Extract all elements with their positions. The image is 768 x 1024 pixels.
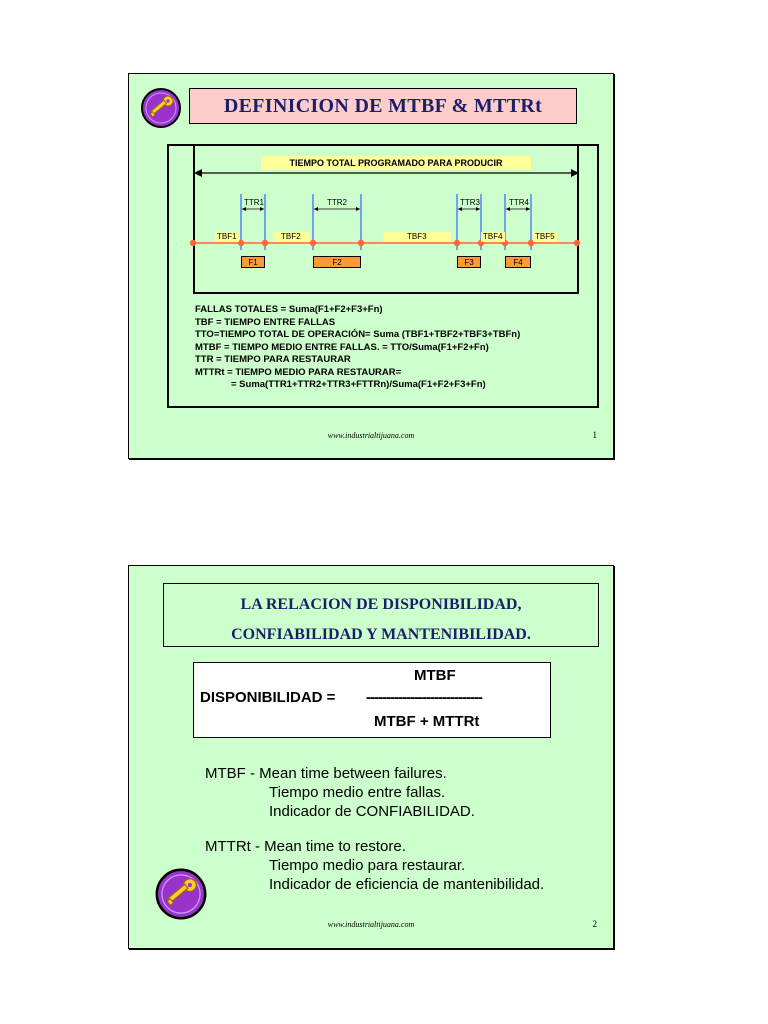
formula-denominator: MTBF + MTTRt: [374, 713, 480, 730]
tbf-label: TBF3: [383, 232, 451, 242]
formula-divider: -----------------------------: [366, 689, 482, 706]
footer-url: www.industrialtijuana.com: [327, 920, 415, 929]
ttr-label: TTR2: [327, 198, 347, 207]
key-icon: [153, 866, 209, 922]
availability-formula: [193, 662, 551, 738]
mtbf-line: MTBF - Mean time between failures.: [205, 765, 447, 782]
slide-2: [128, 565, 614, 949]
slide-2-title: [163, 583, 599, 647]
definition-line: TTO=TIEMPO TOTAL DE OPERACIÓN= Suma (TBF1+TBF2+TBF3+TBFn): [195, 329, 521, 340]
page-number: 2: [592, 919, 597, 929]
timeline-diagram: [167, 144, 599, 408]
title-line-1: LA RELACION DE DISPONIBILIDAD,: [240, 596, 522, 613]
mtbf-description: [205, 764, 475, 821]
formula-lhs: DISPONIBILIDAD =: [200, 689, 336, 706]
mttr-line: Indicador de eficiencia de mantenibilidad.: [269, 876, 545, 893]
failure-box: F1: [241, 256, 265, 268]
tbf-label: TBF4: [483, 232, 503, 241]
definition-line: MTTRt = TIEMPO MEDIO PARA RESTAURAR=: [195, 366, 402, 378]
footer-url: www.industrialtijuana.com: [327, 431, 415, 440]
tbf-label: TBF5: [535, 232, 555, 241]
timeline-label: TIEMPO TOTAL PROGRAMADO PARA PRODUCIR: [261, 156, 531, 170]
definitions-list: [195, 304, 605, 392]
mttr-line: Tiempo medio para restaurar.: [269, 857, 466, 874]
failure-box: F3: [457, 256, 481, 268]
mtbf-line: Indicador de CONFIABILIDAD.: [269, 803, 475, 820]
ttr-label: TTR4: [509, 198, 529, 207]
mtbf-line: Tiempo medio entre fallas.: [269, 784, 446, 801]
mttr-line: MTTRt - Mean time to restore.: [205, 838, 406, 855]
definition-line: = Suma(TTR1+TTR2+TTR3+FTTRn)/Suma(F1+F2+F3+Fn): [231, 379, 486, 390]
slide-1: [128, 73, 614, 459]
key-icon: [139, 86, 183, 130]
tbf-label: TBF2: [273, 232, 309, 242]
mttr-description: [205, 837, 544, 894]
slide-1-title: DEFINICION DE MTBF & MTTRt: [189, 88, 577, 124]
formula-numerator: MTBF: [414, 667, 456, 684]
definition-line: TBF = TIEMPO ENTRE FALLAS: [195, 316, 336, 328]
ttr-label: TTR3: [460, 198, 480, 207]
definition-line: TTR = TIEMPO PARA RESTAURAR: [195, 354, 351, 365]
definition-line: MTBF = TIEMPO MEDIO ENTRE FALLAS. = TTO/Suma(F1+F2+Fn): [195, 341, 489, 353]
failure-box: F2: [313, 256, 361, 268]
definition-line: FALLAS TOTALES = Suma(F1+F2+F3+Fn): [195, 304, 383, 315]
page-number: 1: [592, 430, 597, 440]
ttr-label: TTR1: [244, 198, 264, 207]
title-line-2: CONFIABILIDAD Y MANTENIBILIDAD.: [231, 626, 531, 643]
tbf-label: TBF1: [217, 232, 237, 241]
failure-box: F4: [505, 256, 531, 268]
